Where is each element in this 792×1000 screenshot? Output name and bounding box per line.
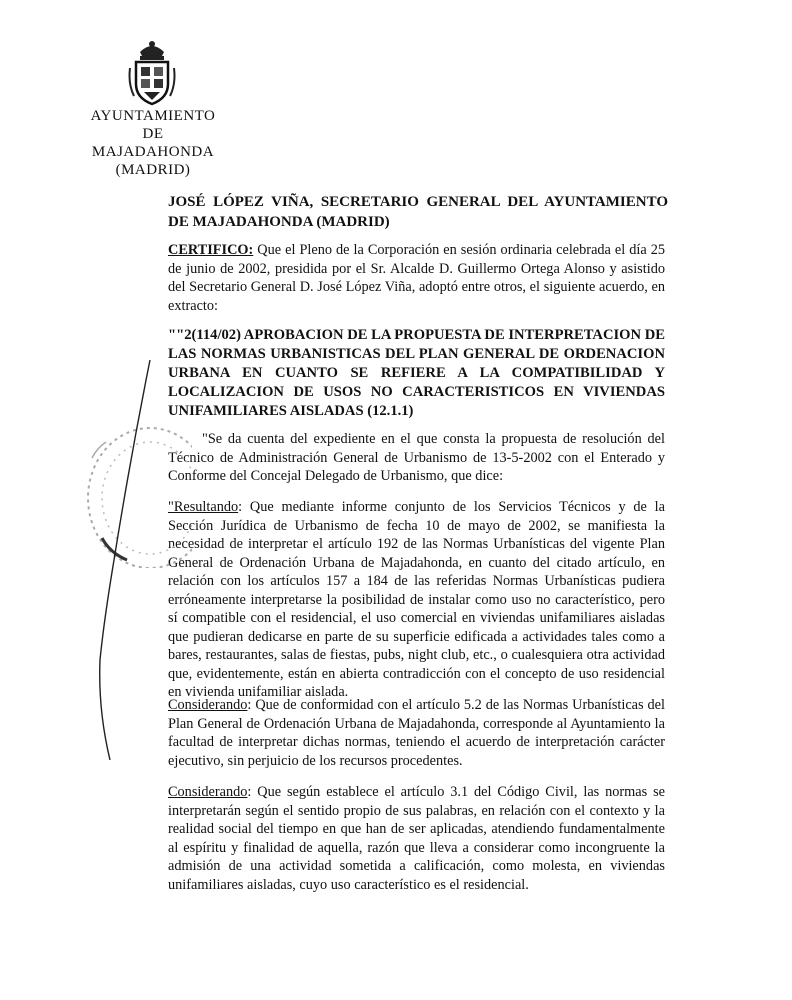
certifico-paragraph <box>168 241 665 315</box>
letterhead-line-2: MAJADAHONDA <box>91 144 215 160</box>
considerando-paragraph-2 <box>168 783 665 894</box>
agreement-title: ""2(114/02) APROBACION DE LA PROPUESTA DE INTERPRETACION DE LAS NORMAS URBANISTICAS DEL PLAN GENERAL DE ORDENACION URBANA EN CUANTO SE REFIERE A LA COMPATIBILIDAD Y LOCALIZACION DE USOS NO CARACTERISTICOS EN VIVIENDAS UNIFAMILIARES AISLADAS (12.1.1) <box>168 327 665 419</box>
letterhead <box>78 107 228 179</box>
letterhead-line-1: AYUNTAMIENTO DE <box>90 108 216 142</box>
certifico-text: Que el Pleno de la Corporación en sesión ordinaria celebrada el día 25 de junio de 2002, presidida por el Sr. Alcalde D. Guillermo Ortega Alonso y asistido del Secretario General D. José López Viña, adoptó entre otros, el siguiente acuerdo, en extracto: <box>168 242 665 314</box>
resultando-text: : Que mediante informe conjunto de los Servicios Técnicos y de la Sección Jurídica de Urbanismo de fecha 10 de mayo de 2002, se manifiesta la necesidad de interpretar el artículo 192 de las Normas Urbanísticas del vigente Plan General de Ordenación Urbana de Majadahonda, en cuanto del citado artículo, en relación con los artículos 157 a 184 de las referidas Normas Urbanísticas pudiera erróneamente interpretarse la posibilidad de instalar como uso no característico, pero sí compatible con el residencial, el uso comercial en viviendas unifamiliares aisladas que pudieran dedicarse en parte de su superficie edificada a actividades tales como a bares, restaurantes, salas de fiestas, pubs, night club, etc., o cualesquiera otra actividad que, evidentemente, están en abierta contradicción con el concepto de uso residencial en vivienda unifamiliar aislada. <box>168 499 665 700</box>
resultando-lead: "Resultando <box>168 499 239 515</box>
considerando-text-1: : Que de conformidad con el artículo 5.2 de las Normas Urbanísticas del Plan General de Ordenación Urbana de Majadahonda, corresponde al Ayuntamiento la facultad de interpretar dichas normas, teniendo el acuerdo de interpretación carácter ejecutivo, sin perjuicio de los recursos procedentes. <box>168 697 665 769</box>
intro-paragraph: "Se da cuenta del expediente en el que consta la propuesta de resolución del Técnico de Administración General de Urbanismo de 13-5-2002 con el Enterado y Conforme del Concejal Delegado de Urbanismo, que dice: <box>168 431 665 484</box>
coat-of-arms-icon <box>126 38 178 108</box>
resultando-paragraph <box>168 498 665 702</box>
considerando-lead-2: Considerando <box>168 784 248 800</box>
considerando-paragraph-1 <box>168 696 665 770</box>
considerando-lead-1: Considerando <box>168 697 248 713</box>
letterhead-line-3: (MADRID) <box>115 162 191 178</box>
certifying-officer-heading: JOSÉ LÓPEZ VIÑA, SECRETARIO GENERAL DEL AYUNTAMIENTO DE MAJADAHONDA (MADRID) <box>168 194 668 230</box>
considerando-text-2: : Que según establece el artículo 3.1 del Código Civil, las normas se interpretarán según el sentido propio de sus palabras, en relación con el contexto y la realidad social del tiempo en que han de ser aplicadas, atendiendo fundamentalmente al espíritu y finalidad de aquella, razón que lleva a considerar como incongruente la admisión de una actividad sometida a calificación, como molesta, en viviendas unifamiliares aisladas, cuyo uso característico es el residencial. <box>168 784 665 893</box>
pen-stroke-icon <box>90 360 180 760</box>
certifico-lead: CERTIFICO: <box>168 242 254 258</box>
